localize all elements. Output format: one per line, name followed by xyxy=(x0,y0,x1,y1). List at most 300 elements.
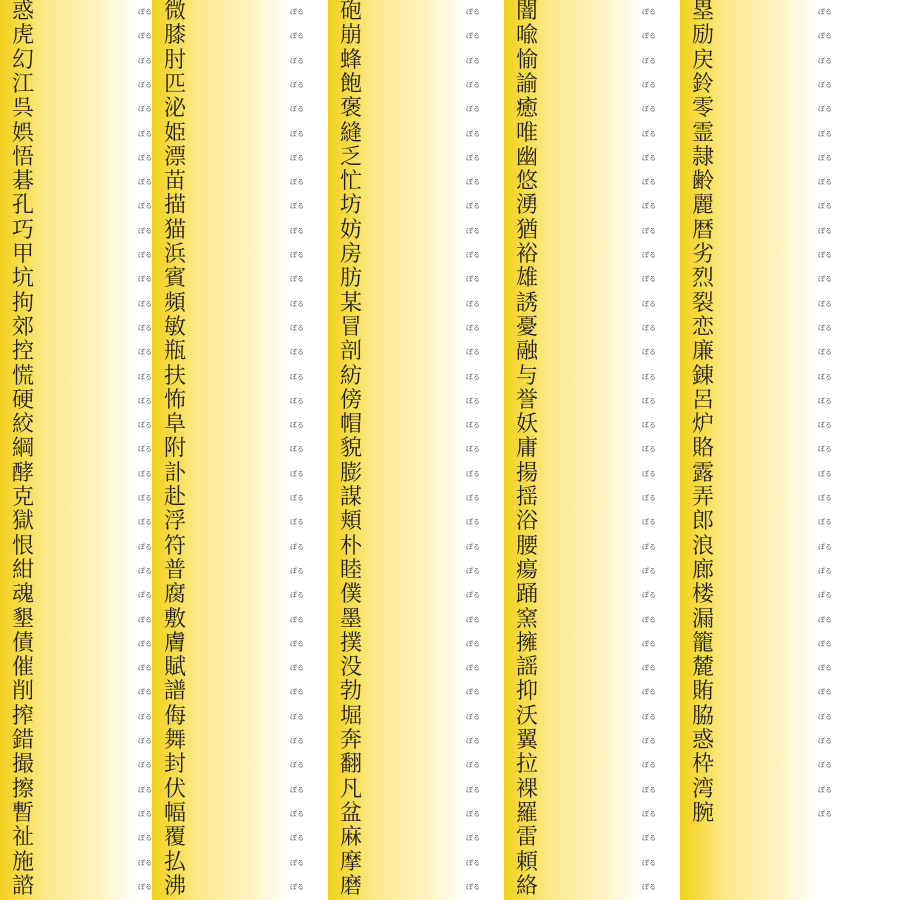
kanji-gloss: ぼる xyxy=(818,712,832,721)
kanji-glyph: 劣 xyxy=(692,242,715,267)
kanji-row xyxy=(680,729,842,753)
kanji-row xyxy=(0,389,162,413)
kanji-gloss: ぼる xyxy=(642,858,656,867)
kanji-row xyxy=(680,705,842,729)
kanji-glyph: 融 xyxy=(516,339,539,365)
kanji-row xyxy=(680,219,842,243)
kanji-gloss: ぼる xyxy=(466,275,480,284)
kanji-row xyxy=(504,267,666,291)
kanji-row xyxy=(0,802,162,826)
kanji-glyph: 勃 xyxy=(340,679,363,705)
kanji-gloss: ぼる xyxy=(818,8,832,16)
kanji-gloss: ぼる xyxy=(642,712,656,721)
kanji-glyph: 膚 xyxy=(164,630,187,656)
kanji-glyph: 浜 xyxy=(164,242,187,267)
kanji-gloss: ぼる xyxy=(290,348,304,357)
kanji-glyph: 孔 xyxy=(12,193,35,219)
kanji-glyph: 謡 xyxy=(516,655,539,681)
kanji-row xyxy=(328,340,490,364)
kanji-gloss: ぼる xyxy=(466,202,480,211)
kanji-glyph: 誘 xyxy=(516,290,539,316)
kanji-row xyxy=(152,73,314,97)
kanji-gloss: ぼる xyxy=(642,299,656,308)
kanji-row xyxy=(328,583,490,607)
kanji-row xyxy=(0,0,162,24)
kanji-gloss: ぼる xyxy=(138,299,152,308)
kanji-gloss: ぼる xyxy=(138,518,152,527)
kanji-row xyxy=(504,365,666,389)
kanji-glyph: 凡 xyxy=(340,776,363,802)
kanji-gloss: ぼる xyxy=(290,761,304,770)
kanji-row xyxy=(680,535,842,559)
kanji-gloss: ぼる xyxy=(642,178,656,187)
kanji-glyph: 窯 xyxy=(516,606,539,632)
kanji-gloss: ぼる xyxy=(818,299,832,308)
kanji-gloss: ぼる xyxy=(818,129,832,138)
kanji-gloss: ぼる xyxy=(290,518,304,527)
kanji-row xyxy=(504,802,666,826)
kanji-row xyxy=(152,389,314,413)
kanji-row xyxy=(328,753,490,777)
kanji-glyph: 塁 xyxy=(692,0,715,24)
kanji-glyph: 裂 xyxy=(692,290,715,316)
kanji-row xyxy=(152,705,314,729)
kanji-row xyxy=(328,170,490,194)
kanji-glyph: 賓 xyxy=(164,266,187,292)
kanji-gloss: ぼる xyxy=(818,542,832,551)
kanji-row xyxy=(680,559,842,583)
kanji-glyph: 誉 xyxy=(516,387,539,413)
kanji-glyph: 坊 xyxy=(340,193,363,219)
kanji-glyph: 賂 xyxy=(692,436,715,462)
kanji-row xyxy=(504,0,666,24)
kanji-glyph: 暦 xyxy=(692,217,715,243)
kanji-glyph: 頼 xyxy=(516,849,539,875)
kanji-row xyxy=(680,413,842,437)
kanji-glyph: 譜 xyxy=(164,679,187,705)
kanji-gloss: ぼる xyxy=(466,8,480,16)
kanji-gloss: ぼる xyxy=(642,591,656,600)
kanji-gloss: ぼる xyxy=(642,80,656,89)
kanji-row xyxy=(504,510,666,534)
kanji-glyph: 闇 xyxy=(516,0,539,24)
kanji-glyph: 呂 xyxy=(692,387,715,413)
kanji-glyph: 某 xyxy=(340,290,363,316)
kanji-gloss: ぼる xyxy=(642,445,656,454)
kanji-gloss: ぼる xyxy=(642,737,656,745)
kanji-row xyxy=(504,851,666,875)
kanji-glyph: 削 xyxy=(12,679,35,705)
kanji-glyph: 撲 xyxy=(340,630,363,656)
kanji-glyph: 拉 xyxy=(516,752,539,778)
kanji-gloss: ぼる xyxy=(290,542,304,551)
kanji-gloss: ぼる xyxy=(642,639,656,648)
kanji-glyph: 舞 xyxy=(164,728,187,753)
kanji-glyph: 虎 xyxy=(12,23,35,49)
kanji-gloss: ぼる xyxy=(642,421,656,430)
kanji-row xyxy=(504,194,666,218)
kanji-row xyxy=(504,486,666,510)
kanji-glyph: 沸 xyxy=(164,873,187,899)
kanji-gloss: ぼる xyxy=(466,688,480,697)
kanji-row xyxy=(0,219,162,243)
kanji-gloss: ぼる xyxy=(466,639,480,648)
kanji-gloss: ぼる xyxy=(466,348,480,357)
kanji-gloss: ぼる xyxy=(818,445,832,454)
kanji-row xyxy=(328,316,490,340)
kanji-gloss: ぼる xyxy=(642,834,656,843)
kanji-gloss: ぼる xyxy=(642,615,656,624)
kanji-row xyxy=(504,292,666,316)
kanji-glyph: 苗 xyxy=(164,169,187,195)
kanji-glyph: 楼 xyxy=(692,582,715,608)
kanji-gloss: ぼる xyxy=(138,372,152,381)
kanji-gloss: ぼる xyxy=(642,542,656,551)
kanji-glyph: 雷 xyxy=(516,825,539,851)
kanji-row xyxy=(328,705,490,729)
kanji-row xyxy=(152,413,314,437)
kanji-gloss: ぼる xyxy=(642,785,656,794)
kanji-row xyxy=(0,146,162,170)
kanji-gloss: ぼる xyxy=(290,591,304,600)
kanji-gloss: ぼる xyxy=(466,105,480,114)
kanji-gloss: ぼる xyxy=(290,372,304,381)
kanji-glyph: 墨 xyxy=(340,606,363,632)
kanji-row xyxy=(680,680,842,704)
kanji-gloss: ぼる xyxy=(290,80,304,89)
kanji-glyph: 泌 xyxy=(164,96,187,122)
kanji-gloss: ぼる xyxy=(818,737,832,745)
kanji-gloss: ぼる xyxy=(642,518,656,527)
kanji-glyph: 江 xyxy=(12,71,35,97)
kanji-gloss: ぼる xyxy=(290,129,304,138)
kanji-row xyxy=(504,753,666,777)
kanji-gloss: ぼる xyxy=(466,372,480,381)
kanji-glyph: 腰 xyxy=(516,533,539,559)
kanji-gloss: ぼる xyxy=(138,323,152,332)
kanji-glyph: 齢 xyxy=(692,169,715,195)
kanji-glyph: 与 xyxy=(516,363,539,389)
kanji-gloss: ぼる xyxy=(642,323,656,332)
kanji-gloss: ぼる xyxy=(466,396,480,405)
kanji-row xyxy=(0,243,162,267)
kanji-row xyxy=(680,316,842,340)
kanji-gloss: ぼる xyxy=(818,615,832,624)
kanji-glyph: 訃 xyxy=(164,460,187,486)
kanji-row xyxy=(0,729,162,753)
kanji-gloss: ぼる xyxy=(642,469,656,478)
kanji-row xyxy=(328,73,490,97)
kanji-glyph: 奔 xyxy=(340,728,363,753)
kanji-row xyxy=(152,437,314,461)
kanji-gloss: ぼる xyxy=(818,688,832,697)
kanji-gloss: ぼる xyxy=(818,372,832,381)
kanji-gloss: ぼる xyxy=(290,178,304,187)
kanji-glyph: 債 xyxy=(12,630,35,656)
kanji-glyph: 扶 xyxy=(164,363,187,389)
kanji-glyph: 呉 xyxy=(12,96,35,122)
kanji-gloss: ぼる xyxy=(290,56,304,65)
kanji-glyph: 肘 xyxy=(164,47,187,73)
kanji-row xyxy=(0,292,162,316)
kanji-gloss: ぼる xyxy=(138,226,152,235)
kanji-glyph: 磨 xyxy=(340,873,363,899)
kanji-gloss: ぼる xyxy=(138,639,152,648)
kanji-row xyxy=(0,486,162,510)
kanji-row xyxy=(504,146,666,170)
kanji-row xyxy=(0,437,162,461)
kanji-gloss: ぼる xyxy=(290,105,304,114)
kanji-glyph: 敏 xyxy=(164,314,187,340)
kanji-gloss: ぼる xyxy=(642,129,656,138)
kanji-gloss: ぼる xyxy=(290,396,304,405)
kanji-gloss: ぼる xyxy=(138,591,152,600)
kanji-row xyxy=(680,170,842,194)
kanji-glyph: 砲 xyxy=(340,0,363,24)
kanji-row xyxy=(152,267,314,291)
kanji-gloss: ぼる xyxy=(138,785,152,794)
kanji-glyph: 娯 xyxy=(12,120,35,146)
kanji-glyph: 墾 xyxy=(12,606,35,632)
kanji-glyph: 湾 xyxy=(692,776,715,802)
kanji-glyph: 廊 xyxy=(692,557,715,583)
kanji-gloss: ぼる xyxy=(466,566,480,575)
kanji-row xyxy=(328,219,490,243)
kanji-row xyxy=(328,49,490,73)
kanji-glyph: 惑 xyxy=(12,0,35,24)
kanji-glyph: 妨 xyxy=(340,217,363,243)
kanji-gloss: ぼる xyxy=(466,153,480,162)
kanji-glyph: 踊 xyxy=(516,582,539,608)
kanji-row xyxy=(152,340,314,364)
kanji-gloss: ぼる xyxy=(290,737,304,745)
kanji-gloss: ぼる xyxy=(466,591,480,600)
kanji-glyph: 瘍 xyxy=(516,557,539,583)
kanji-row xyxy=(152,462,314,486)
kanji-gloss: ぼる xyxy=(138,56,152,65)
kanji-row xyxy=(152,778,314,802)
kanji-glyph: 廉 xyxy=(692,339,715,365)
kanji-row xyxy=(328,486,490,510)
kanji-row xyxy=(680,49,842,73)
kanji-row xyxy=(504,705,666,729)
kanji-glyph: 搾 xyxy=(12,703,35,729)
kanji-glyph: 房 xyxy=(340,242,363,267)
kanji-gloss: ぼる xyxy=(138,105,152,114)
kanji-gloss: ぼる xyxy=(466,469,480,478)
kanji-row xyxy=(0,49,162,73)
kanji-glyph: 酵 xyxy=(12,460,35,486)
kanji-gloss: ぼる xyxy=(642,761,656,770)
kanji-row xyxy=(504,559,666,583)
kanji-gloss: ぼる xyxy=(642,153,656,162)
kanji-gloss: ぼる xyxy=(466,518,480,527)
kanji-glyph: 戻 xyxy=(692,47,715,73)
kanji-glyph: 翼 xyxy=(516,728,539,753)
kanji-glyph: 睦 xyxy=(340,557,363,583)
kanji-row xyxy=(680,292,842,316)
kanji-gloss: ぼる xyxy=(466,421,480,430)
kanji-row xyxy=(152,535,314,559)
kanji-row xyxy=(504,875,666,899)
kanji-glyph: 揚 xyxy=(516,460,539,486)
kanji-gloss: ぼる xyxy=(818,566,832,575)
kanji-gloss: ぼる xyxy=(138,737,152,745)
kanji-glyph: 赴 xyxy=(164,485,187,510)
kanji-row xyxy=(0,170,162,194)
kanji-glyph: 枠 xyxy=(692,752,715,778)
kanji-gloss: ぼる xyxy=(466,834,480,843)
kanji-glyph: 励 xyxy=(692,23,715,49)
kanji-row xyxy=(680,122,842,146)
kanji-glyph: 裕 xyxy=(516,242,539,267)
kanji-gloss: ぼる xyxy=(818,639,832,648)
kanji-gloss: ぼる xyxy=(290,639,304,648)
kanji-row xyxy=(152,802,314,826)
kanji-row xyxy=(152,122,314,146)
kanji-glyph: 隷 xyxy=(692,144,715,170)
kanji-glyph: 羅 xyxy=(516,800,539,826)
kanji-gloss: ぼる xyxy=(818,251,832,259)
kanji-row xyxy=(504,243,666,267)
kanji-glyph: 没 xyxy=(340,655,363,681)
kanji-row xyxy=(0,97,162,121)
kanji-row xyxy=(680,365,842,389)
kanji-glyph: 帽 xyxy=(340,412,363,438)
kanji-glyph: 剖 xyxy=(340,339,363,365)
kanji-glyph: 腐 xyxy=(164,582,187,608)
kanji-gloss: ぼる xyxy=(818,518,832,527)
kanji-glyph: 伏 xyxy=(164,776,187,802)
kanji-glyph: 麻 xyxy=(340,825,363,851)
kanji-gloss: ぼる xyxy=(290,858,304,867)
kanji-gloss: ぼる xyxy=(466,494,480,502)
kanji-row xyxy=(680,583,842,607)
kanji-gloss: ぼる xyxy=(642,664,656,673)
kanji-glyph: 零 xyxy=(692,96,715,122)
kanji-gloss: ぼる xyxy=(642,8,656,16)
kanji-row xyxy=(680,656,842,680)
kanji-row xyxy=(0,340,162,364)
kanji-glyph: 麓 xyxy=(692,655,715,681)
kanji-row xyxy=(504,219,666,243)
kanji-row xyxy=(0,753,162,777)
kanji-glyph: 湧 xyxy=(516,193,539,219)
kanji-glyph: 硬 xyxy=(12,387,35,413)
kanji-gloss: ぼる xyxy=(642,251,656,259)
kanji-row xyxy=(680,340,842,364)
kanji-gloss: ぼる xyxy=(642,882,656,891)
kanji-column xyxy=(504,0,666,900)
kanji-glyph: 弄 xyxy=(692,485,715,510)
kanji-gloss: ぼる xyxy=(818,80,832,89)
kanji-glyph: 坑 xyxy=(12,266,35,292)
kanji-gloss: ぼる xyxy=(642,275,656,284)
kanji-row xyxy=(680,510,842,534)
kanji-row xyxy=(328,462,490,486)
kanji-gloss: ぼる xyxy=(466,615,480,624)
kanji-glyph: 僕 xyxy=(340,582,363,608)
kanji-glyph: 烈 xyxy=(692,266,715,292)
kanji-gloss: ぼる xyxy=(138,129,152,138)
kanji-glyph: 漂 xyxy=(164,144,187,170)
kanji-row xyxy=(504,170,666,194)
kanji-row xyxy=(152,559,314,583)
kanji-gloss: ぼる xyxy=(466,32,480,41)
kanji-row xyxy=(328,875,490,899)
kanji-row xyxy=(152,656,314,680)
kanji-row xyxy=(680,267,842,291)
kanji-row xyxy=(152,0,314,24)
kanji-glyph: 脇 xyxy=(692,703,715,729)
kanji-gloss: ぼる xyxy=(466,542,480,551)
kanji-row xyxy=(152,365,314,389)
kanji-row xyxy=(680,0,842,24)
kanji-gloss: ぼる xyxy=(138,566,152,575)
kanji-row xyxy=(504,73,666,97)
kanji-glyph: 腕 xyxy=(692,800,715,826)
kanji-glyph: 附 xyxy=(164,436,187,462)
kanji-gloss: ぼる xyxy=(818,396,832,405)
kanji-glyph: 縫 xyxy=(340,120,363,146)
kanji-glyph: 霊 xyxy=(692,120,715,146)
kanji-gloss: ぼる xyxy=(290,251,304,259)
kanji-glyph: 払 xyxy=(164,849,187,875)
kanji-row xyxy=(0,778,162,802)
kanji-row xyxy=(152,632,314,656)
kanji-gloss: ぼる xyxy=(466,712,480,721)
kanji-glyph: 敷 xyxy=(164,606,187,632)
kanji-gloss: ぼる xyxy=(290,32,304,41)
kanji-row xyxy=(152,97,314,121)
kanji-column xyxy=(152,0,314,900)
kanji-row xyxy=(680,437,842,461)
kanji-row xyxy=(152,194,314,218)
kanji-gloss: ぼる xyxy=(818,664,832,673)
kanji-row xyxy=(0,656,162,680)
kanji-row xyxy=(504,729,666,753)
kanji-row xyxy=(680,778,842,802)
kanji-glyph: 紺 xyxy=(12,557,35,583)
kanji-glyph: 崩 xyxy=(340,23,363,49)
kanji-gloss: ぼる xyxy=(818,761,832,770)
kanji-row xyxy=(504,583,666,607)
kanji-row xyxy=(152,753,314,777)
kanji-gloss: ぼる xyxy=(290,494,304,502)
kanji-gloss: ぼる xyxy=(138,494,152,502)
kanji-row xyxy=(152,826,314,850)
kanji-glyph: 謀 xyxy=(340,485,363,510)
kanji-row xyxy=(328,437,490,461)
kanji-row xyxy=(328,826,490,850)
kanji-glyph: 符 xyxy=(164,533,187,559)
kanji-row xyxy=(504,632,666,656)
kanji-gloss: ぼる xyxy=(642,566,656,575)
kanji-row xyxy=(152,24,314,48)
kanji-glyph: 漏 xyxy=(692,606,715,632)
kanji-gloss: ぼる xyxy=(642,226,656,235)
kanji-row xyxy=(0,632,162,656)
kanji-glyph: 妖 xyxy=(516,412,539,438)
kanji-row xyxy=(504,340,666,364)
kanji-gloss: ぼる xyxy=(642,372,656,381)
kanji-gloss: ぼる xyxy=(138,275,152,284)
kanji-gloss: ぼる xyxy=(818,348,832,357)
kanji-glyph: 郎 xyxy=(692,509,715,535)
kanji-glyph: 匹 xyxy=(164,71,187,97)
kanji-glyph: 喩 xyxy=(516,23,539,49)
kanji-row xyxy=(0,559,162,583)
